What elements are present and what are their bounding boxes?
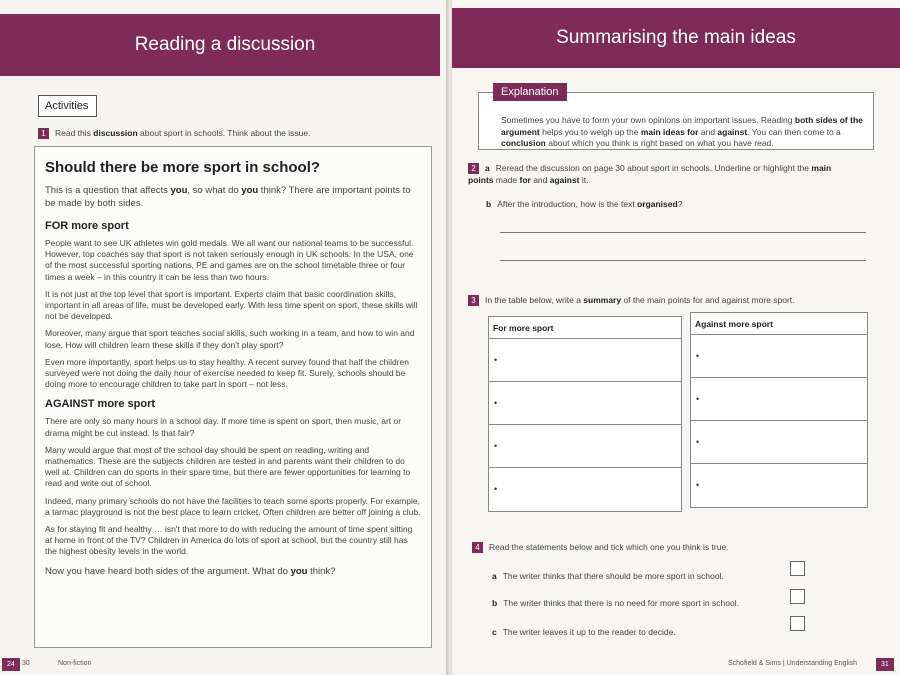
left-banner-title: Reading a discussion: [134, 34, 316, 55]
question-2a: 2 a Reread the discussion on page 30 about sport in schools. Underline or highlight the main points made for and against it.: [468, 163, 832, 186]
against-row[interactable]: •: [696, 480, 700, 490]
page-number: 31: [876, 658, 894, 671]
for-heading: FOR more sport: [45, 220, 129, 232]
against-header: Against more sport: [691, 313, 867, 335]
answer-line[interactable]: [500, 232, 866, 233]
for-row[interactable]: •: [489, 425, 681, 468]
paragraph: As for staying fit and healthy … isn't that more to do with reducing the amount of time spent sitting at home in front of the TV? Children in America do lots of sport at school, but the country still has the highest obesity levels in the world.: [45, 524, 413, 557]
for-header: For more sport: [489, 317, 681, 339]
explanation-box: [478, 86, 874, 150]
explanation-tag: Explanation: [493, 83, 567, 101]
question-1: 1 Read this discussion about sport in schools. Think about the issue.: [38, 128, 310, 139]
left-footer: Non-fiction: [58, 660, 92, 667]
right-banner-title: Summarising the main ideas: [556, 27, 796, 48]
against-row[interactable]: •: [691, 378, 867, 421]
for-row[interactable]: •: [494, 484, 498, 494]
paragraph: Moreover, many argue that sport teaches social skills, such working in a team, and how to win and lose. How will children learn these skills if they don't play sport?: [45, 328, 415, 350]
page-number: 30: [22, 660, 30, 667]
closing-paragraph: Now you have heard both sides of the argument. What do you think?: [45, 565, 336, 577]
paragraph: Many would argue that most of the school day should be spent on reading, writing and mathematics. These are the subjects children are tested in and parents want their children to do well at. Children can do sports in their spare time, but there are fewer opportunities for learning to read and write out of school.: [45, 444, 411, 489]
for-table: [488, 316, 682, 512]
statement-c: c The writer leaves it up to the reader to decide.: [492, 627, 676, 637]
tick-box-c[interactable]: [790, 616, 805, 631]
tick-box-a[interactable]: [790, 561, 805, 576]
statement-b: b The writer thinks that there is no need for more sport in school.: [492, 598, 739, 608]
for-row[interactable]: •: [489, 382, 681, 425]
question-4: 4 Read the statements below and tick which one you think is true.: [472, 541, 729, 553]
paragraph: Indeed, many primary schools do not have the facilities to teach some sports properly. For example, a tarmac playground is not the best place to learn cricket. Often children are better off joining a club.: [45, 495, 421, 517]
activities-label: Activities: [38, 95, 97, 117]
right-page: [452, 0, 900, 675]
answer-line[interactable]: [500, 260, 866, 261]
discussion-title: Should there be more sport in school?: [45, 159, 321, 176]
paragraph: Even more importantly, sport helps us to stay healthy. A recent survey found that half the children surveyed were not doing the daily hour of exercise needed to keep fit. Surely, schools should be doing more to encourage children to take part in sport – not less.: [45, 356, 409, 390]
left-page: [0, 0, 448, 675]
paragraph: People want to see UK athletes win gold medals. We all want our national teams to be successful. However, top coaches say that sport is not taken seriously enough in UK schools. In the USA, one of the most successful sporting nations, PE and games are on the school timetable three or four times a week – in this country it can be less than two hours.: [45, 238, 414, 282]
paragraph: It is not just at the top level that sport is important. Experts claim that basic coordination skills, important in all areas of life, must be developed early. With less time spent on sport, these skills will not be developed.: [45, 288, 418, 322]
against-row[interactable]: •: [691, 335, 867, 378]
question-2b: b After the introduction, how is the text organised?: [486, 199, 683, 209]
explanation-text: Sometimes you have to form your own opinions on important issues. Reading both sides of the argument helps you to weigh up the main ideas for and against. You can then come to a conclusion about which you think is right based on what you have read.: [501, 115, 863, 148]
paragraph: There are only so many hours in a school day. If more time is spent on sport, then music, art or drama might be cut instead. Is that fair?: [45, 416, 402, 438]
question-3: 3 In the table below, write a summary of the main points for and against more sport.: [468, 294, 795, 306]
right-footer: Schofield & Sims | Understanding English: [728, 660, 858, 667]
statement-a: a The writer thinks that there should be more sport in school.: [492, 571, 724, 581]
against-table: [690, 312, 868, 508]
against-row[interactable]: •: [691, 421, 867, 464]
page-number-corner: 24: [2, 658, 20, 671]
for-row[interactable]: •: [489, 339, 681, 382]
right-banner: [452, 8, 900, 68]
discussion-text: [34, 146, 432, 648]
against-heading: AGAINST more sport: [45, 398, 156, 411]
left-banner: [0, 14, 440, 76]
intro-paragraph: This is a question that affects you, so what do you think? There are important points to be made by both sides.: [45, 185, 411, 209]
tick-box-b[interactable]: [790, 589, 805, 604]
question-number: 1: [38, 128, 49, 139]
